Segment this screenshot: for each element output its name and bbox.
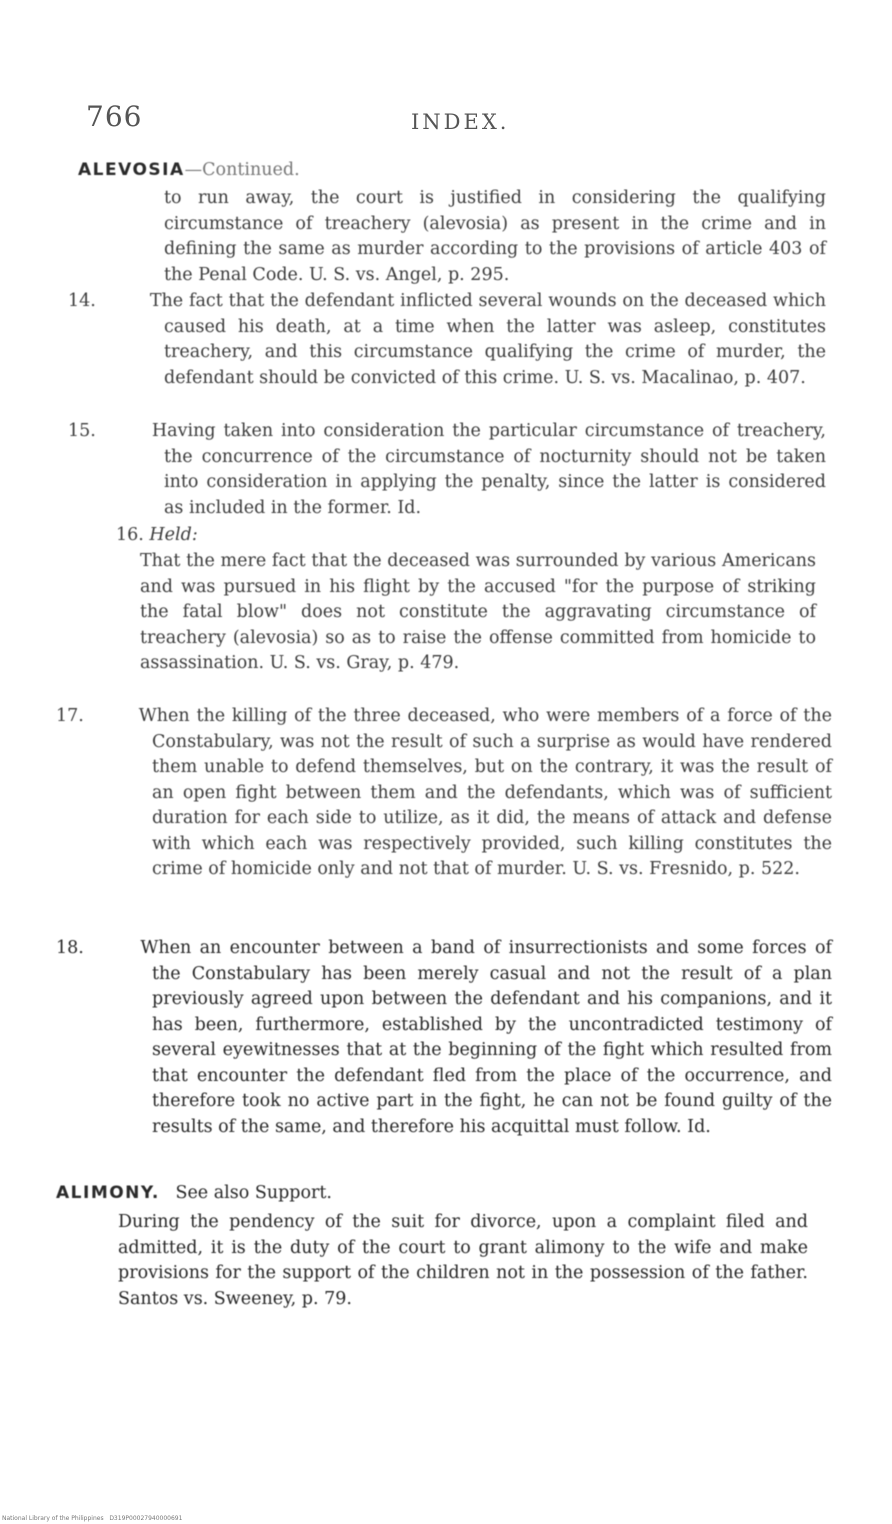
paragraph-18 xyxy=(56,936,832,1140)
paragraph-text: Having taken into consideration the particular circumstance of treachery, the concurrence of the circumstance of nocturnity should not be taken into consideration in applying the penalty, since the latter is considered as included in the former. Id. xyxy=(151,421,826,518)
scan-footer xyxy=(2,1515,182,1522)
paragraph-14 xyxy=(68,289,826,391)
paragraph-continued xyxy=(164,186,826,288)
held-label: Held: xyxy=(149,525,198,545)
paragraph-17 xyxy=(56,704,832,883)
paragraph-16 xyxy=(140,549,816,677)
paragraph-alimony xyxy=(118,1210,808,1312)
paragraph-text: to run away, the court is justified in considering the qualifying circumstance of treachery (alevosia) as present in the crime and in defining the same as murder according to the provisions of article 403 of the Penal Code. U. S. vs. Angel, p. 295. xyxy=(164,188,826,285)
running-title: INDEX. xyxy=(411,110,510,134)
paragraph-text: When an encounter between a band of insurrectionists and some forces of the Constabulary has been merely casual and not the result of a plan previously agreed upon between the defendant and his companions, and it has been, furthermore, established by the uncontradicted testimony of several eyewitnesses that at the beginning of the fight which resulted from that encounter the defendant fled from the place of the occurrence, and therefore took no active part in the fight, he can not be found guilty of the results of the same, and therefore his acquittal must follow. Id. xyxy=(140,938,832,1137)
paragraph-number: 18. xyxy=(56,938,84,958)
scan-code: D319P00027940000691 xyxy=(109,1515,183,1522)
entry-heading-alevosia xyxy=(78,158,828,184)
paragraph-16-label xyxy=(116,523,816,549)
page-header xyxy=(86,100,826,140)
paragraph-text: That the mere fact that the deceased was surrounded by various Americans and was pursued in his flight by the accused "for the purpose of striking the fatal blow" does not constitute the aggravating circumstance of treachery (alevosia) so as to raise the offense committed from homicide to assassination. U. S. vs. Gray, p. 479. xyxy=(140,551,816,673)
paragraph-number: 15. xyxy=(68,421,96,441)
paragraph-15 xyxy=(68,419,826,521)
paragraph-text: When the killing of the three deceased, who were members of a force of the Constabulary, was not the result of such a surprise as would have rendered them unable to defend themselves, but on the contrary, it was the result of an open fight between them and the defendants, which was of sufficient duration for each side to utilize, as it did, the means of attack and defense with which each was respectively provided, such killing constitutes the crime of homicide only and not that of murder. U. S. vs. Fresnido, p. 522. xyxy=(138,706,832,879)
continued-label: —Continued. xyxy=(184,160,300,180)
paragraph-text: During the pendency of the suit for divorce, upon a complaint filed and admitted, it is the duty of the court to grant alimony to the wife and make provisions for the support of the children not in the possession of the father. Santos vs. Sweeney, p. 79. xyxy=(118,1212,808,1309)
see-also-note: See also Support. xyxy=(175,1183,332,1203)
entry-heading-alimony xyxy=(56,1181,816,1207)
paragraph-number: 17. xyxy=(56,706,84,726)
library-credit: National Library of the Philippines xyxy=(2,1515,104,1522)
paragraph-number: 16. xyxy=(116,525,144,545)
entry-term: ALEVOSIA xyxy=(78,160,185,180)
entry-term: ALIMONY. xyxy=(56,1183,160,1203)
paragraph-text: The fact that the defendant inflicted several wounds on the deceased which caused his death, at a time when the latter was asleep, constitutes treachery, and this circumstance qualifying the crime of murder, the defendant should be convicted of this crime. U. S. vs. Macalinao, p. 407. xyxy=(149,291,826,388)
page-number: 766 xyxy=(86,100,143,133)
paragraph-number: 14. xyxy=(68,291,96,311)
